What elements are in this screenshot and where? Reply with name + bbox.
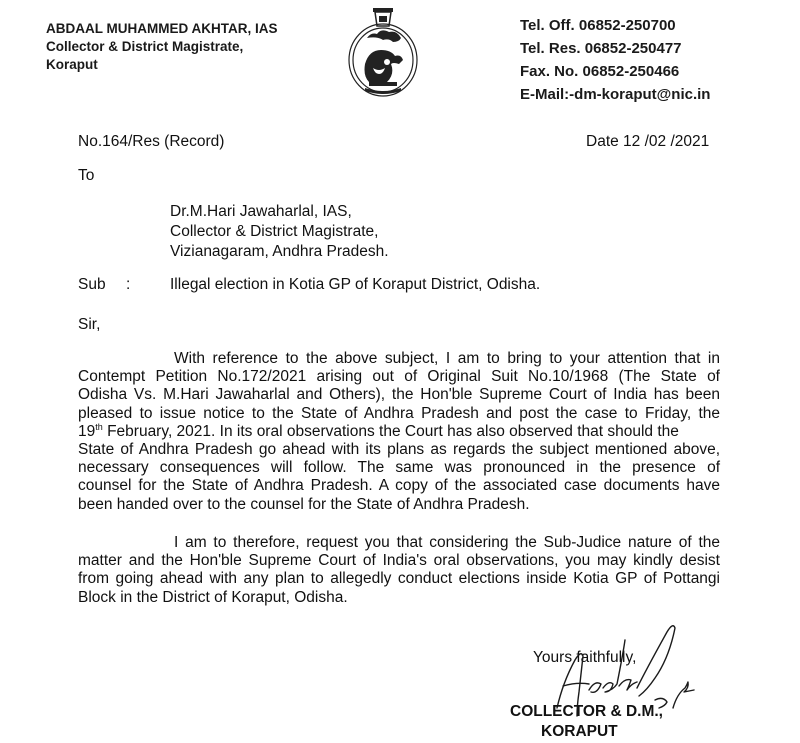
body-paragraph-1: [78, 350, 720, 514]
paragraph-line: been handed over to the counsel for the State of Andhra Pradesh.: [78, 495, 530, 513]
tel-office: Tel. Off. 06852-250700: [520, 17, 676, 34]
recipient-line: Dr.M.Hari Jawaharlal, IAS,: [170, 203, 352, 220]
fax-number: Fax. No. 06852-250466: [520, 63, 680, 80]
paragraph-line: counsel for the State of Andhra Pradesh. A copy of the associated case documents have: [78, 477, 720, 495]
subject-colon: :: [126, 276, 131, 293]
paragraph-line-with-ordinal: [78, 423, 720, 441]
email-address: E-Mail:-dm-koraput@nic.in: [520, 86, 711, 103]
letter-date: Date 12 /02 /2021: [586, 133, 710, 150]
state-emblem-icon: [343, 4, 423, 100]
recipient-address: [170, 202, 389, 262]
subject-label: Sub: [78, 276, 106, 293]
ordinal-suffix: th: [95, 421, 103, 432]
paragraph-line: pleased to issue notice to the State of Andhra Pradesh and post the case to Friday, the: [78, 404, 720, 422]
paragraph-line: Odisha Vs. M.Hari Jawaharlal and Others), the Hon'ble Supreme Court of India has been: [78, 386, 720, 404]
to-label: To: [78, 167, 95, 184]
sender-name: ABDAAL MUHAMMED AKHTAR, IAS: [46, 21, 278, 36]
letter-reference: No.164/Res (Record): [78, 133, 225, 150]
recipient-line: Vizianagaram, Andhra Pradesh.: [170, 243, 389, 260]
subject-text: Illegal election in Kotia GP of Koraput District, Odisha.: [170, 276, 541, 293]
signatory-title: COLLECTOR & D.M.,: [510, 703, 663, 720]
paragraph-line: Block in the District of Koraput, Odisha.: [78, 588, 348, 606]
paragraph-line: Contempt Petition No.172/2021 arising out of Original Suit No.10/1968 (The State of: [78, 368, 720, 386]
paragraph-line: necessary consequences will follow. The same was pronounced in the presence of: [78, 459, 720, 477]
paragraph-line: matter and the Hon'ble Supreme Court of India's oral observations, you may kindly desist: [78, 552, 720, 570]
body-paragraph-2: [78, 534, 720, 607]
closing: Yours faithfully,: [533, 649, 637, 666]
sender-designation: Collector & District Magistrate,: [46, 39, 244, 54]
paragraph-line: State of Andhra Pradesh go ahead with its plans as regards the subject mentioned above,: [78, 441, 720, 459]
signatory-place: KORAPUT: [541, 723, 618, 740]
recipient-line: Collector & District Magistrate,: [170, 223, 379, 240]
letterhead-sender: [46, 20, 277, 74]
letterhead-contacts: [520, 14, 710, 106]
ordinal-day: 19: [78, 422, 96, 440]
salutation: Sir,: [78, 316, 101, 333]
paragraph-line: I am to therefore, request you that considering the Sub-Judice nature of the: [174, 534, 720, 551]
tel-residence: Tel. Res. 06852-250477: [520, 40, 682, 57]
paragraph-line: With reference to the above subject, I am to bring to your attention that in: [174, 350, 720, 367]
sender-place: Koraput: [46, 57, 98, 72]
paragraph-line: from going ahead with any plan to allegedly conduct elections inside Kotia GP of Pottangi: [78, 570, 720, 588]
ordinal-rest: February, 2021. In its oral observations the Court has also observed that should the: [102, 422, 679, 440]
